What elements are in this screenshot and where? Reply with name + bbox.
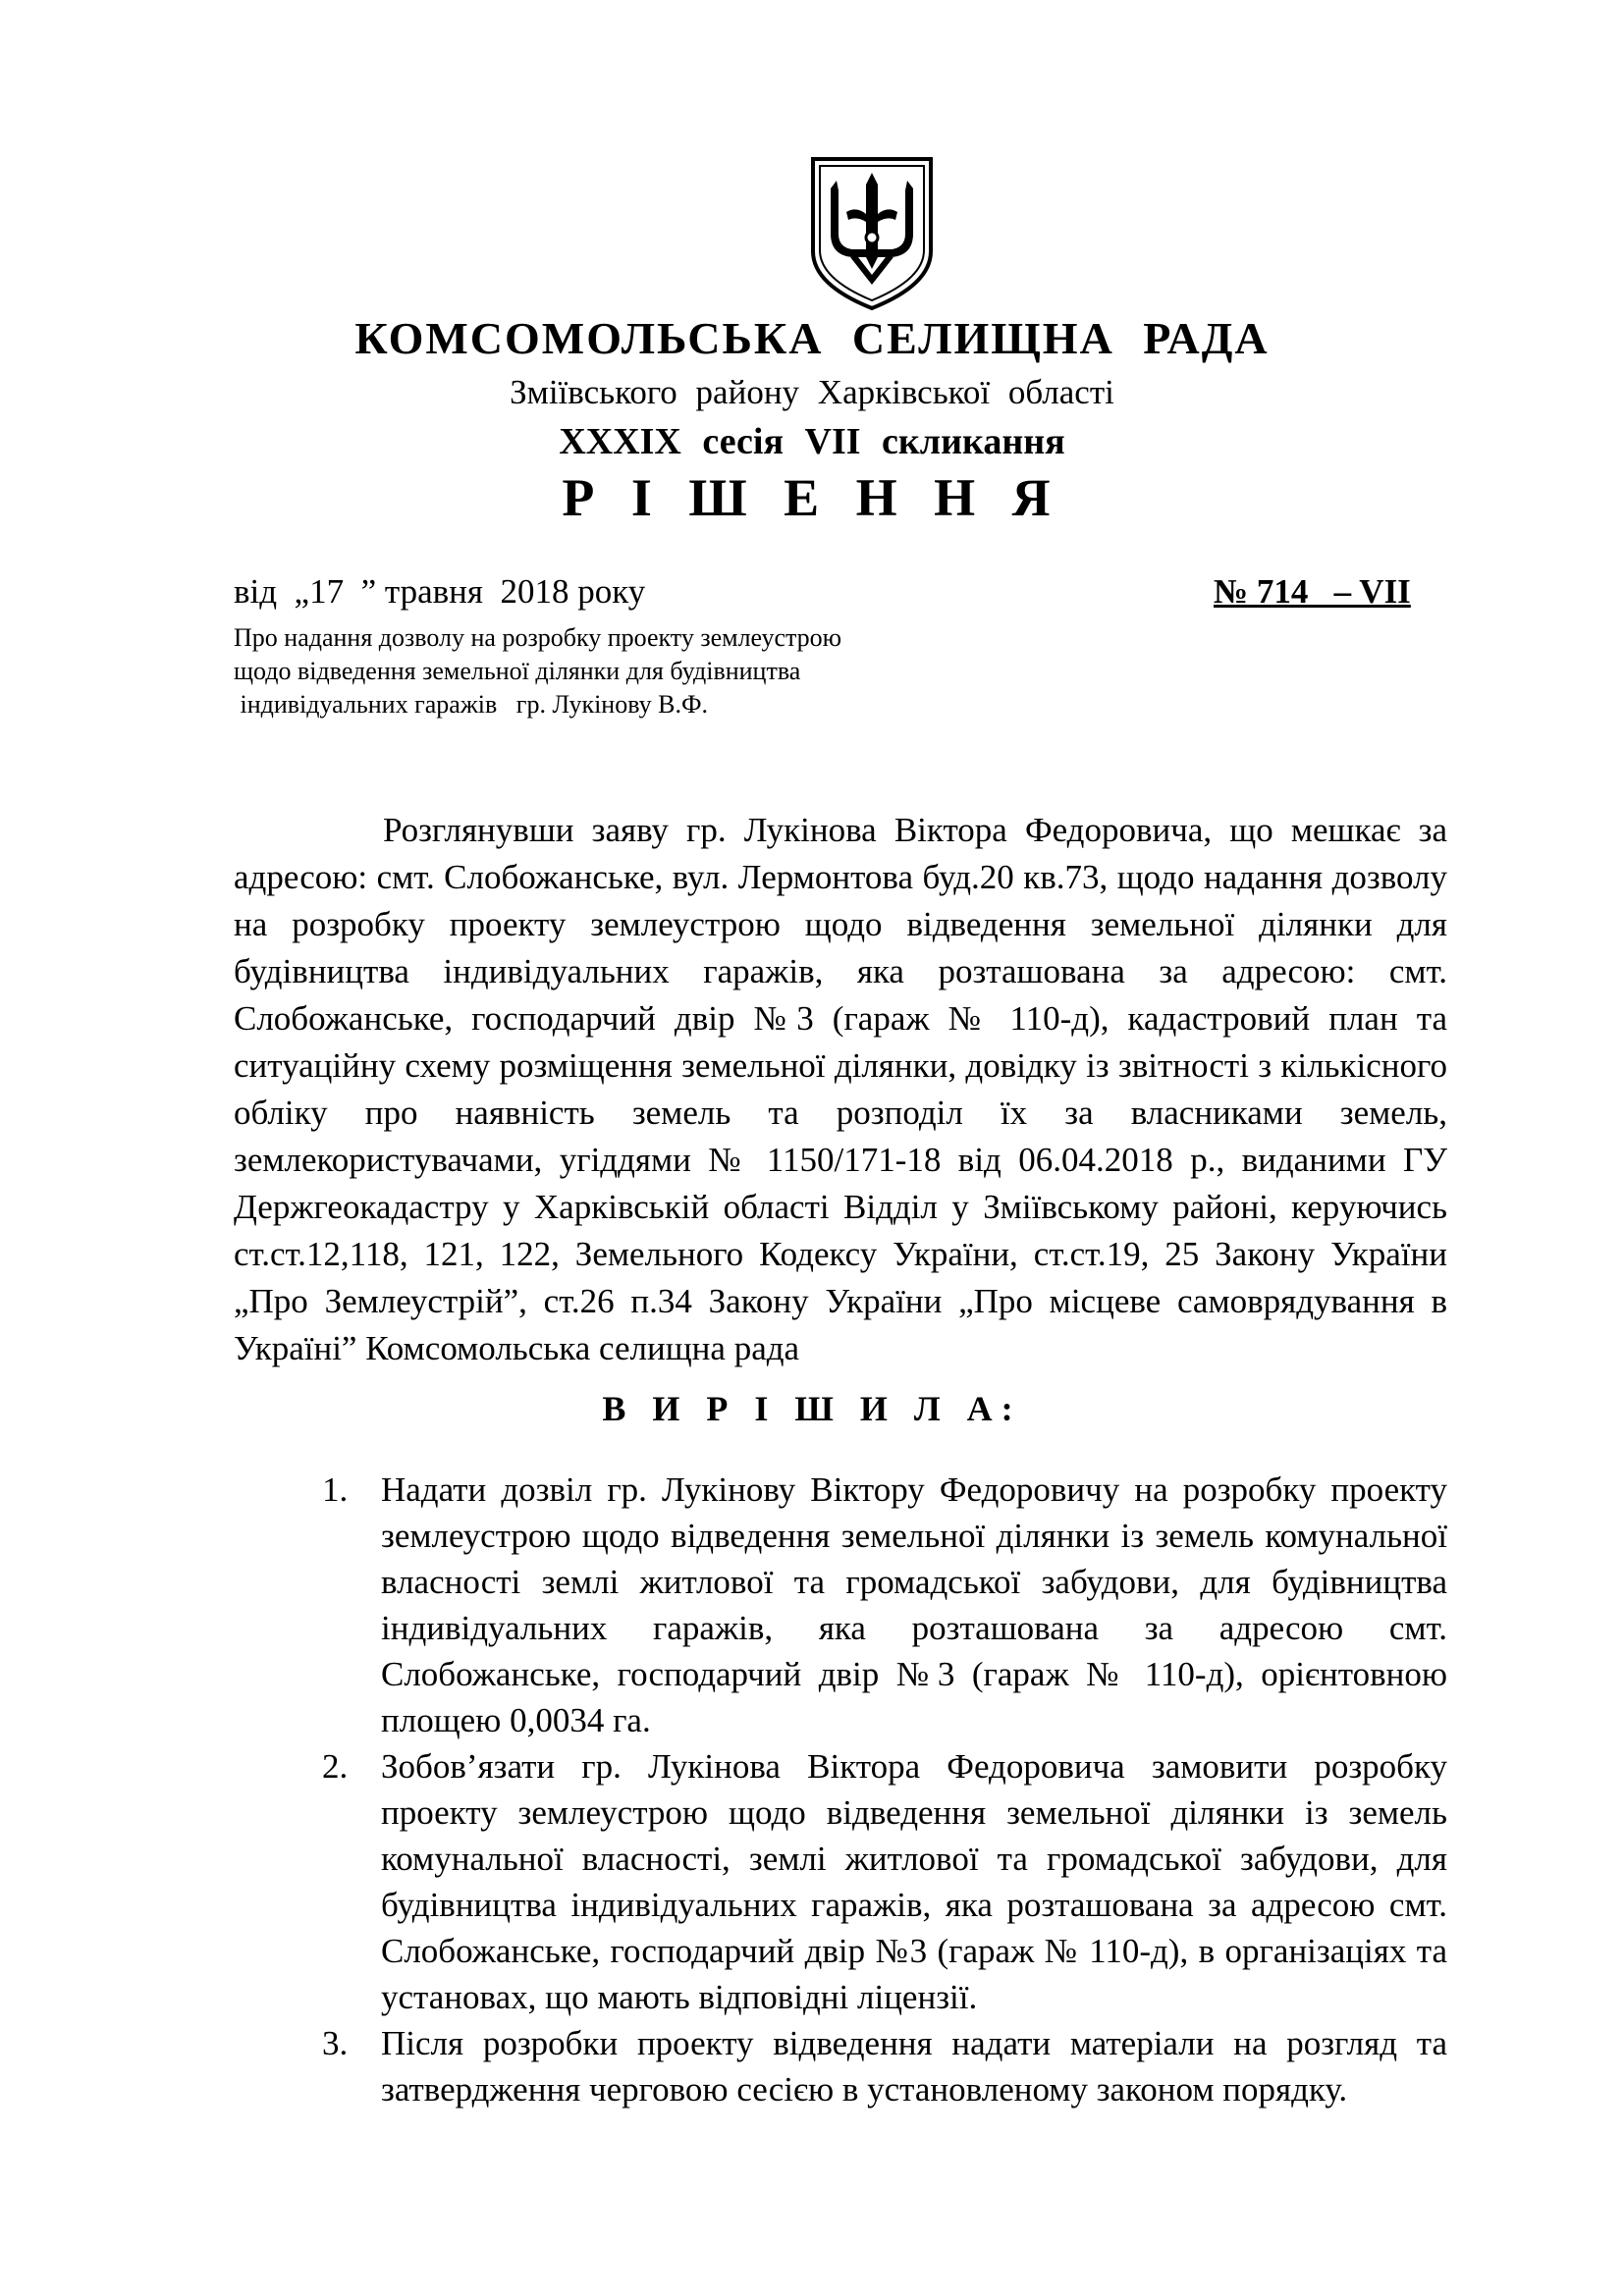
- decision-item: [322, 1467, 1447, 1743]
- district-name: Зміївського району Харківської області: [510, 373, 1114, 411]
- session-info: XXXIX сесія VII скликання: [559, 421, 1065, 462]
- decision-date: від „17 ” травня 2018 року: [234, 572, 646, 611]
- preamble-paragraph: Розглянувши заяву гр. Лукінова Віктора Федоровича, що мешкає за адресою: смт. Слобожанське, вул. Лермонтова буд.20 кв.73, щодо надання дозволу на розробку проекту землеустрою щодо відведення земельної ділянки для будівництва індивідуальних гаражів, яка розташована за адресою: смт. Слобожанське, господарчий двір №3 (гараж № 110-д), кадастровий план та ситуаційну схему розміщення земельної ділянки, довідку із звітності з кількісного обліку про наявність земель та розподіл їх за власниками земель, землекористувачами, угіддями № 1150/171-18 від 06.04.2018 р., виданими ГУ Держгеокадастру у Харківській області Відділ у Зміївському районі, керуючись ст.ст.12,118, 121, 122, Земельного Кодексу України, ст.ст.19, 25 Закону України „Про Землеустрій”, ст.26 п.34 Закону України „Про місцеве самоврядування в Україні” Комсомольська селищна рада: [234, 811, 1447, 1367]
- decision-item-number: 3.: [322, 2024, 349, 2062]
- subject-line: Про надання дозволу на розробку проекту землеустрою: [234, 623, 842, 652]
- subject-line: індивідуальних гаражів гр. Лукінову В.Ф.: [234, 690, 708, 719]
- decision-item: [322, 1743, 1447, 2020]
- decision-item-number: 1.: [322, 1470, 349, 1509]
- document-type: Р І Ш Е Н Н Я: [562, 468, 1062, 527]
- decision-item-text: Надати дозвіл гр. Лукінову Віктору Федоровичу на розробку проекту землеустрою щодо відведення земельної ділянки із земель комунальної власності землі житлової та громадської забудови, для будівництва індивідуальних гаражів, яка розташована за адресою смт. Слобожанське, господарчий двір №3 (гараж № 110-д), орієнтовною площею 0,0034 га.: [381, 1470, 1447, 1739]
- decision-item-number: 2.: [322, 1747, 349, 1786]
- subject-line: щодо відведення земельної ділянки для будівництва: [234, 657, 801, 685]
- decision-list: [322, 1467, 1447, 2112]
- decision-item-text: Після розробки проекту відведення надати матеріали на розгляд та затвердження черговою сесією в установленому законом порядку.: [381, 2024, 1447, 2109]
- decision-number: № 714 – VII: [1214, 572, 1411, 611]
- decision-item: [322, 2020, 1447, 2112]
- decision-item-text: Зобов’язати гр. Лукінова Віктора Федоровича замовити розробку проекту землеустрою щодо відведення земельної ділянки із земель комунальної власності, землі житлової та громадської забудови, для будівництва індивідуальних гаражів, яка розташована за адресою смт. Слобожанське, господарчий двір №3 (гараж № 110-д), в організаціях та установах, що мають відповідні ліцензії.: [381, 1747, 1447, 2016]
- trident-coat-of-arms-icon: [807, 155, 937, 312]
- council-name: КОМСОМОЛЬСЬКА СЕЛИЩНА РАДА: [354, 313, 1270, 363]
- decision-subject: [234, 621, 1117, 721]
- resolved-heading: В И Р І Ш И Л А:: [602, 1389, 1022, 1428]
